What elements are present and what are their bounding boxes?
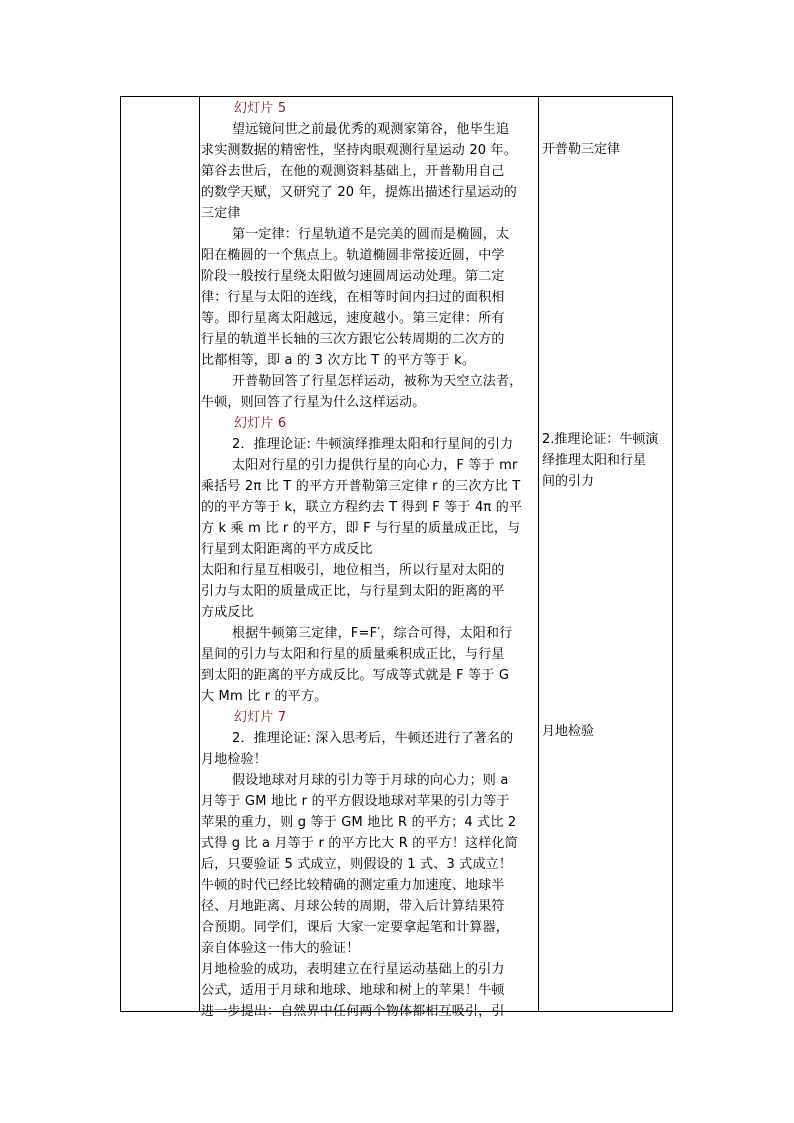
column-divider-1 xyxy=(199,97,200,1011)
text-line: 月地检验！ xyxy=(201,752,268,767)
text-line: 星间的引力与太阳和行星的质量乘积成正比，与行星 xyxy=(201,647,505,662)
text-line: 假设地球对月球的引力等于月球的向心力；则 a xyxy=(232,773,509,788)
note-reasoning-line: 2.推理论证：牛顿演 xyxy=(542,432,659,447)
text-line: 太阳对行星的引力提供行星的向心力，F 等于 mr xyxy=(232,458,518,473)
text-line: 方 k 乘 m 比 r 的平方，即 F 与行星的质量成正比，与 xyxy=(201,521,521,536)
text-line: 2．推理论证: 深入思考后，牛顿还进行了著名的 xyxy=(232,731,514,746)
text-line: 到太阳的距离的平方成反比。写成等式就是 F 等于 G xyxy=(201,668,510,683)
text-line: 式得 g 比 a 月等于 r 的平方比大 R 的平方！这样化简 xyxy=(201,836,518,851)
text-line: 阶段一般按行星绕太阳做匀速圆周运动处理。第二定 xyxy=(201,269,505,284)
text-line: 径、月地距离、月球公转的周期，带入后计算结果符 xyxy=(201,899,505,914)
text-line: 第谷去世后，在他的观测资料基础上，开普勒用自己 xyxy=(201,164,505,179)
lesson-table xyxy=(120,96,673,1019)
slide-label: 幻灯片 5 xyxy=(234,101,287,116)
text-line: 三定律 xyxy=(201,206,241,221)
content-column xyxy=(201,98,536,1022)
text-line: 月等于 GM 地比 r 的平方假设地球对苹果的引力等于 xyxy=(201,794,510,809)
text-line: 亲自体验这一伟大的验证！ xyxy=(201,941,360,956)
text-line: 的数学天赋，又研究了 20 年，提炼出描述行星运动的 xyxy=(201,185,518,200)
text-line: 律：行星与太阳的连线，在相等时间内扫过的面积相 xyxy=(201,290,505,305)
text-line: 后，只要验证 5 式成立，则假设的 1 式、3 式成立！ xyxy=(201,857,513,872)
text-line: 苹果的重力，则 g 等于 GM 地比 R 的平方；4 式比 2 xyxy=(201,815,517,830)
text-line: 根据牛顿第三定律，F=F′，综合可得，太阳和行 xyxy=(232,626,513,641)
text-line: 等。即行星离太阳越远，速度越小。第三定律：所有 xyxy=(201,311,505,326)
text-line: 比都相等，即 a 的 3 次方比 T 的平方等于 k。 xyxy=(201,353,476,368)
text-line: 大 Mm 比 r 的平方。 xyxy=(201,689,328,704)
text-line: 合预期。同学们，课后 大家一定要拿起笔和计算器， xyxy=(201,920,509,935)
note-kepler-text: 开普勒三定律 xyxy=(542,142,621,157)
text-line: 月地检验的成功，表明建立在行星运动基础上的引力 xyxy=(201,962,505,977)
text-line: 行星的轨道半长轴的三次方跟它公转周期的二次方的 xyxy=(201,332,505,347)
note-reasoning-line: 间的引力 xyxy=(542,474,595,489)
text-line: 望远镜问世之前最优秀的观测家第谷，他毕生追 xyxy=(232,122,510,137)
note-kepler-laws xyxy=(542,139,672,160)
column-divider-2 xyxy=(538,97,539,1011)
note-reasoning xyxy=(542,429,672,492)
text-line: 引力与太阳的质量成正比，与行星到太阳的距离的平 xyxy=(201,584,505,599)
note-reasoning-line: 绎推理太阳和行星 xyxy=(542,453,647,468)
note-moon-earth-text: 月地检验 xyxy=(542,724,595,739)
text-line: 公式，适用于月球和地球、地球和树上的苹果！牛顿 xyxy=(201,983,505,998)
text-line: 开普勒回答了行星怎样运动，被称为天空立法者， xyxy=(232,374,523,389)
text-line: 牛顿的时代已经比较精确的测定重力加速度、地球半 xyxy=(201,878,505,893)
text-line: 牛顿，则回答了行星为什么这样运动。 xyxy=(201,395,426,410)
note-moon-earth-test xyxy=(542,721,672,742)
text-line: 阳在椭圆的一个焦点上。轨道椭圆非常接近圆，中学 xyxy=(201,248,505,263)
slide-label: 幻灯片 6 xyxy=(234,416,287,431)
text-line: 第一定律：行星轨道不是完美的圆而是椭圆，太 xyxy=(232,227,510,242)
text-line: 太阳和行星互相吸引，地位相当，所以行星对太阳的 xyxy=(201,563,505,578)
slide-label: 幻灯片 7 xyxy=(234,710,287,725)
text-line: 求实测数据的精密性，坚持肉眼观测行星运动 20 年。 xyxy=(201,143,518,158)
text-line: 方成反比 xyxy=(201,605,254,620)
text-line: 的的平方等于 k，联立方程约去 T 得到 F 等于 4π 的平 xyxy=(201,500,523,515)
text-line: 2．推理论证: 牛顿演绎推理太阳和行星间的引力 xyxy=(232,437,514,452)
text-line: 行星到太阳距离的平方成反比 xyxy=(201,542,373,557)
text-line: 进一步提出：自然界中任何两个物体都相互吸引，引 xyxy=(201,1004,505,1019)
text-line: 乘括号 2π 比 T 的平方开普勒第三定律 r 的三次方比 T xyxy=(201,479,521,494)
